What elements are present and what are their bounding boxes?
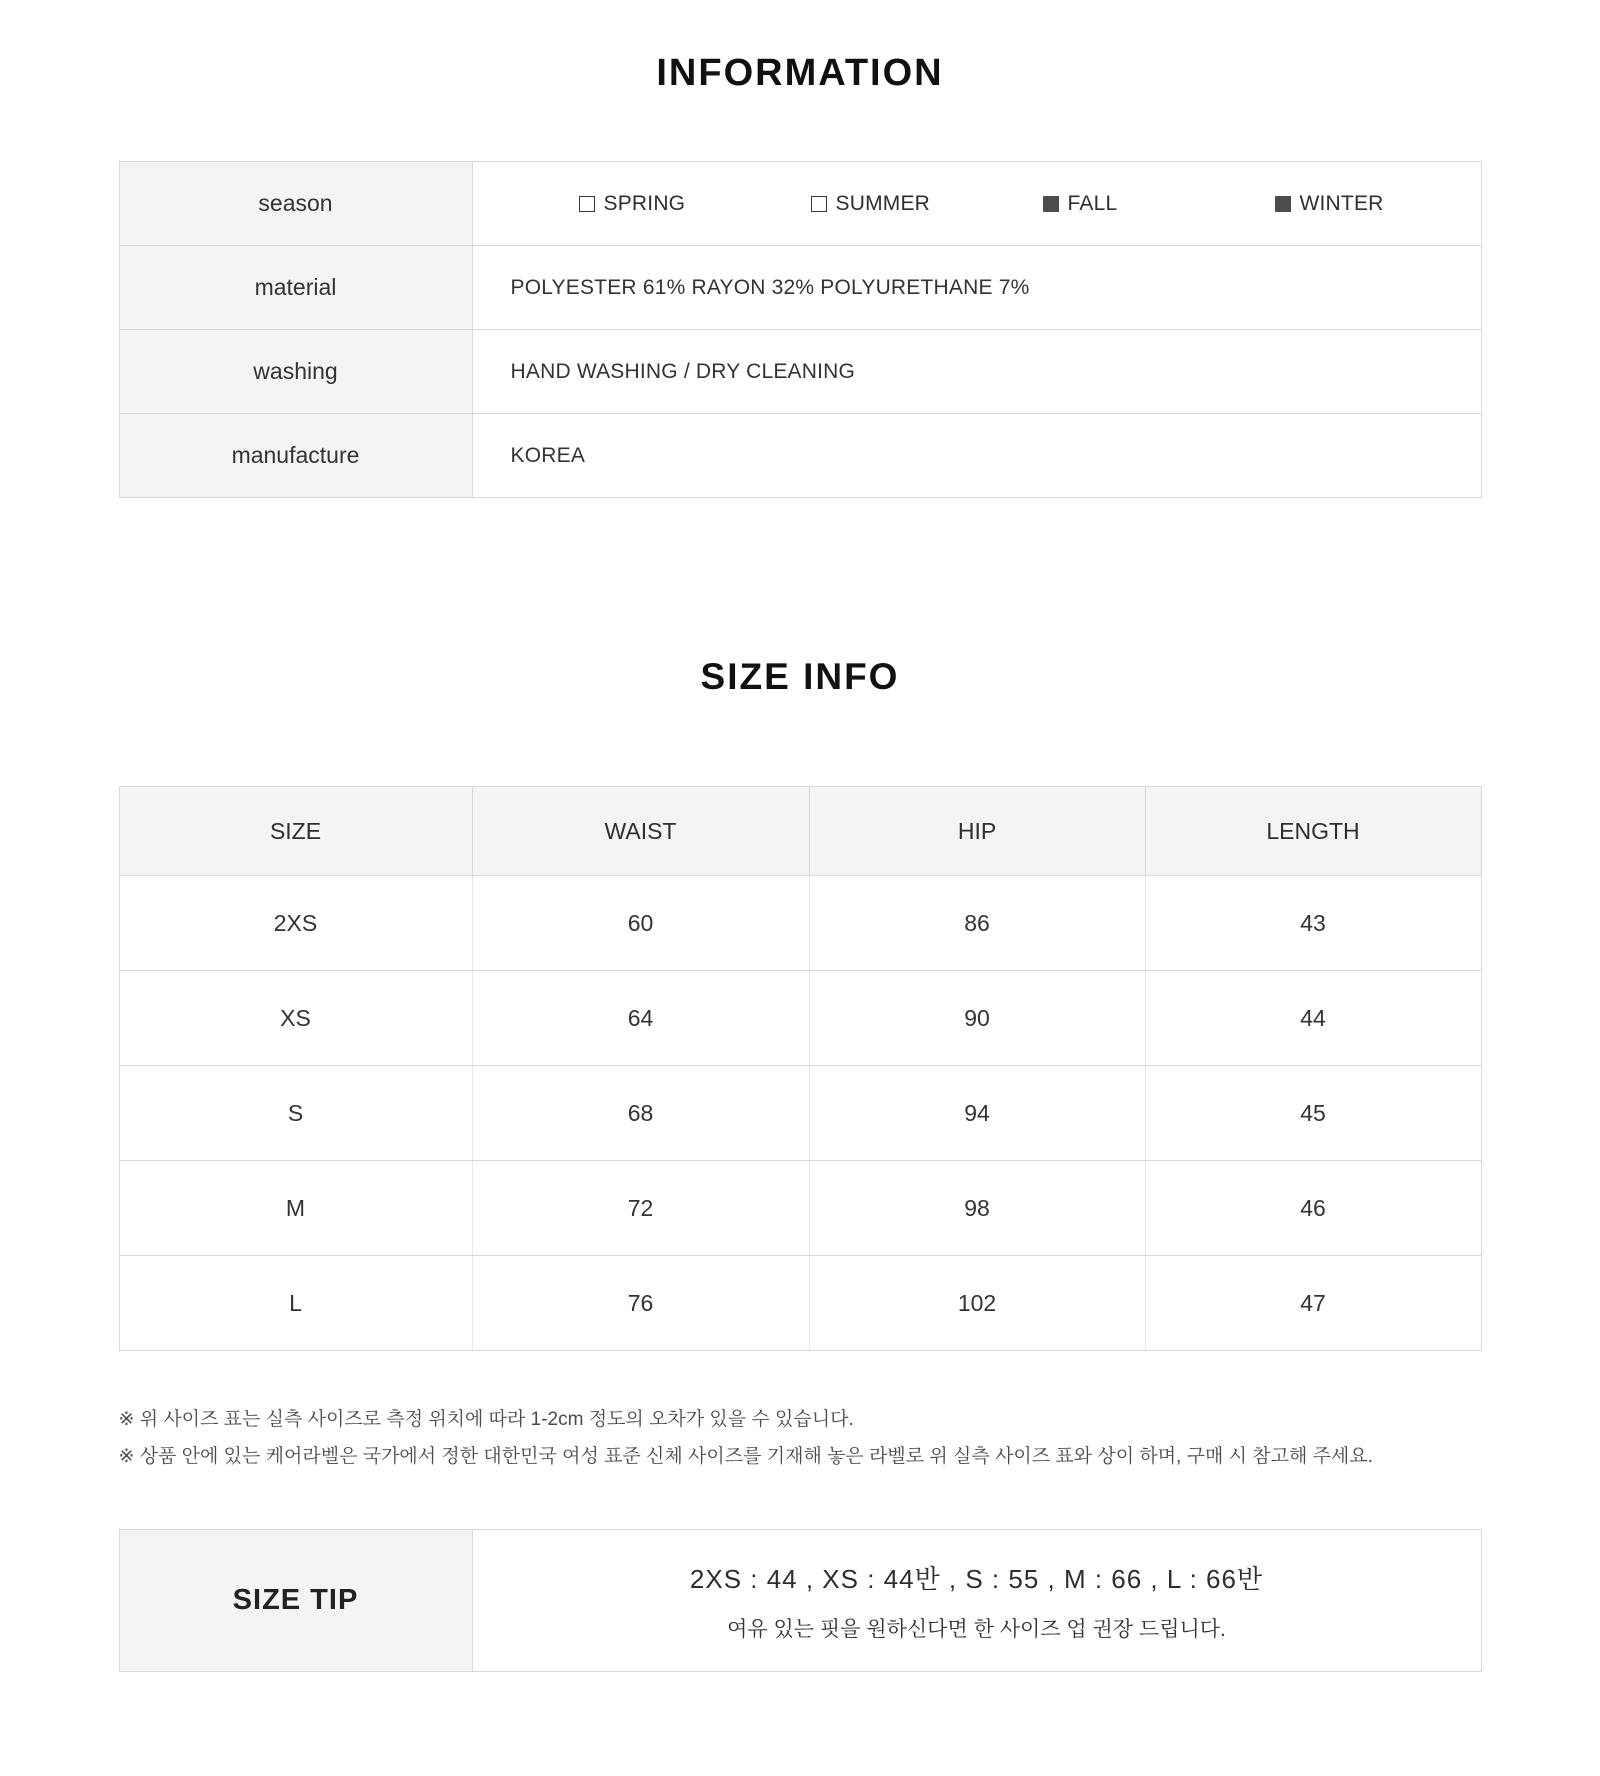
season-option-winter xyxy=(1275,192,1507,216)
info-row-manufacture xyxy=(120,413,1481,497)
size-tip-box xyxy=(119,1529,1482,1672)
size-tip-conversions: 2XS : 44 , XS : 44반 , S : 55 , M : 66 , L : 66반 xyxy=(689,1563,1264,1594)
table-row xyxy=(120,1065,1481,1160)
waist-cell: 68 xyxy=(473,1066,810,1160)
waist-column-header: WAIST xyxy=(473,787,810,875)
washing-row-value: HAND WASHING / DRY CLEANING xyxy=(510,359,856,383)
size-tip-advice: 여유 있는 핏을 원하신다면 한 사이즈 업 권장 드립니다. xyxy=(727,1617,1226,1641)
checkbox-unchecked-icon xyxy=(811,196,827,212)
checkbox-checked-icon xyxy=(1275,196,1291,212)
season-option-label: WINTER xyxy=(1299,191,1384,215)
washing-row-label: washing xyxy=(120,330,473,413)
info-row-material xyxy=(120,245,1481,329)
info-row-washing xyxy=(120,329,1481,413)
season-option-label: SPRING xyxy=(603,191,686,215)
size-tip-label: SIZE TIP xyxy=(120,1530,473,1671)
hip-cell: 86 xyxy=(810,876,1146,970)
season-row-label: season xyxy=(120,162,473,245)
waist-cell: 72 xyxy=(473,1161,810,1255)
length-cell: 47 xyxy=(1300,1289,1326,1316)
size-note-2: ※ 상품 안에 있는 케어라벨은 국가에서 정한 대한민국 여성 표준 신체 사이즈를 기재해 놓은 라벨로 위 실측 사이즈 표와 상이 하며, 구매 시 참고해 주세요. xyxy=(118,1446,1373,1467)
hip-column-header: HIP xyxy=(810,787,1146,875)
season-options xyxy=(473,162,1507,245)
information-heading: INFORMATION xyxy=(656,52,944,94)
season-option-summer xyxy=(811,192,1043,216)
material-row-label: material xyxy=(120,246,473,329)
table-row xyxy=(120,1255,1481,1350)
table-row xyxy=(120,1160,1481,1255)
size-info-heading: SIZE INFO xyxy=(700,656,900,697)
season-option-label: FALL xyxy=(1067,191,1118,215)
size-cell: L xyxy=(120,1256,473,1350)
season-option-spring xyxy=(579,192,811,216)
table-row xyxy=(120,875,1481,970)
waist-cell: 64 xyxy=(473,971,810,1065)
size-column-header: SIZE xyxy=(120,787,473,875)
size-tip-content xyxy=(473,1530,1481,1671)
waist-cell: 60 xyxy=(473,876,810,970)
size-cell: M xyxy=(120,1161,473,1255)
hip-cell: 102 xyxy=(810,1256,1146,1350)
length-cell: 44 xyxy=(1300,1004,1326,1031)
season-option-label: SUMMER xyxy=(835,191,931,215)
product-info-page xyxy=(119,0,1482,1672)
manufacture-row-value: KOREA xyxy=(510,443,586,467)
length-cell: 43 xyxy=(1300,909,1326,936)
size-cell: 2XS xyxy=(120,876,473,970)
table-row xyxy=(120,970,1481,1065)
size-table xyxy=(119,786,1482,1351)
size-notes xyxy=(119,1401,1482,1475)
length-cell: 46 xyxy=(1300,1194,1326,1221)
hip-cell: 98 xyxy=(810,1161,1146,1255)
material-row-value: POLYESTER 61% RAYON 32% POLYURETHANE 7% xyxy=(510,275,1030,299)
checkbox-checked-icon xyxy=(1043,196,1059,212)
info-row-season xyxy=(120,162,1481,245)
hip-cell: 94 xyxy=(810,1066,1146,1160)
season-option-fall xyxy=(1043,192,1275,216)
length-cell: 45 xyxy=(1300,1099,1326,1126)
hip-cell: 90 xyxy=(810,971,1146,1065)
information-table xyxy=(119,161,1482,498)
size-cell: XS xyxy=(120,971,473,1065)
size-table-header xyxy=(120,787,1481,875)
length-column-header: LENGTH xyxy=(1146,787,1481,875)
waist-cell: 76 xyxy=(473,1256,810,1350)
size-note-1: ※ 위 사이즈 표는 실측 사이즈로 측정 위치에 따라 1-2cm 정도의 오차가 있을 수 있습니다. xyxy=(118,1409,854,1430)
checkbox-unchecked-icon xyxy=(579,196,595,212)
manufacture-row-label: manufacture xyxy=(120,414,473,497)
size-cell: S xyxy=(120,1066,473,1160)
